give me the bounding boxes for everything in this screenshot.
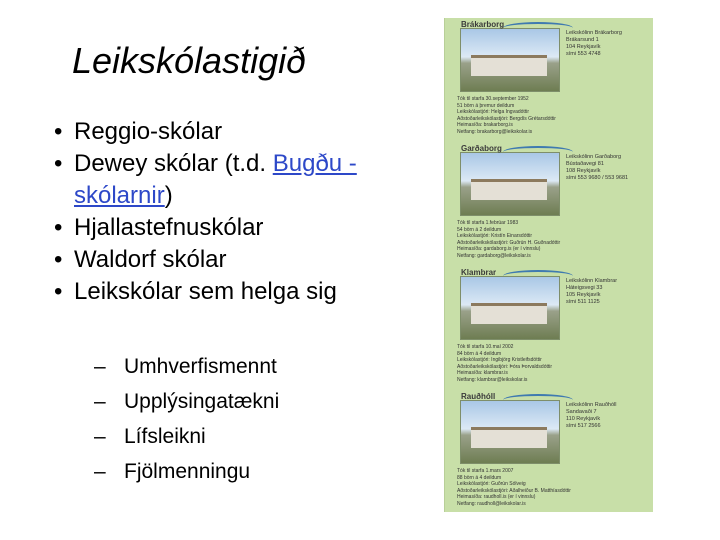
sub-list: [94, 349, 279, 489]
school-card: [445, 142, 653, 265]
swoosh-logo: [503, 146, 573, 158]
school-photo: [460, 28, 560, 92]
sub-item: – Upplýsingatækni: [94, 384, 279, 419]
school-desc: Tók til starfa 1.mars 2007 88 börn á 4 deildum Leikskólastjóri: Guðrún Sólveig Aðstoðarleikskólastjóri: Aðalheiður B. Matthíasdóttir Heimasíða: raudholl.is (er í vinnslu) Netfang: raudholl@leikskolar.is: [457, 468, 571, 507]
school-desc: Tók til starfa 10.maí 2002 84 börn á 4 deildum Leikskólastjóri: Ingibjörg Kristleifsdóttir Aðstoðarleikskólastjóri: Þóra Þorvaldsdóttir Heimasíða: klambrar.is Netfang: klambrar@leikskolar.is: [457, 344, 553, 383]
school-info: Leikskólinn Klambrar Háteigsvegi 33 105 Reykjavík sími 511 1125: [566, 278, 618, 305]
sub-item: – Lífsleikni: [94, 419, 279, 454]
school-photo: [460, 152, 560, 216]
school-photo: [460, 400, 560, 464]
brochure-image: [444, 18, 653, 512]
swoosh-logo: [503, 394, 573, 406]
sub-item: – Umhverfismennt: [94, 349, 279, 384]
school-info: Leikskólinn Garðaborg Bústaðavegi 81 108 Reykjavík sími 553 9680 / 553 9681: [566, 154, 629, 181]
school-name: Klambrar: [461, 268, 497, 277]
school-card: [445, 266, 653, 389]
school-card: [445, 18, 653, 141]
school-name: Rauðhóll: [461, 392, 496, 401]
school-info: Leikskólinn Brákarborg Brákarsund 1 104 Reykjavík sími 553 4748: [566, 30, 622, 57]
bullet-item: • Leikskólar sem helga sig: [56, 276, 416, 308]
sub-item: – Fjölmenningu: [94, 454, 279, 489]
school-card: [445, 390, 653, 513]
school-info: Leikskólinn Rauðhóll Sandavaði 7 110 Reykjavík sími 517 2566: [566, 402, 617, 429]
bullet-item: • Hjallastefnuskólar: [56, 212, 416, 244]
school-photo: [460, 276, 560, 340]
school-name: Garðaborg: [461, 144, 502, 153]
school-name: Brákarborg: [461, 20, 505, 29]
bullet-item: • Waldorf skólar: [56, 244, 416, 276]
school-desc: Tók til starfa 30.september 1952 51 börn á þremur deildum Leikskólastjóri: Helga Ingvadóttir Aðstoðarleikskólastjóri: Bergdís Grétarsdóttir Heimasíða: brakarborg.is Netfang: brakarborg@leikskolar.is: [457, 96, 556, 135]
swoosh-logo: [503, 22, 573, 34]
bullet-item: • Reggio-skólar: [56, 116, 416, 148]
slide-title: Leikskólastigið: [72, 40, 307, 81]
swoosh-logo: [503, 270, 573, 282]
bullet-list: [56, 116, 416, 308]
bullet-item: • Dewey skólar (t.d. Bugðu -skólarnir): [56, 148, 416, 212]
bugdu-link[interactable]: Bugðu -skólarnir: [74, 150, 357, 209]
school-desc: Tók til starfa 1.febrúar 1983 54 börn á 2 deildum Leikskólastjóri: Kristín Einarsdóttir Aðstoðarleikskólastjóri: Guðrún H. Guðnadóttir Heimasíða: gardaborg.is (er í vinnslu) Netfang: gardaborg@leikskolar.is: [457, 220, 561, 259]
